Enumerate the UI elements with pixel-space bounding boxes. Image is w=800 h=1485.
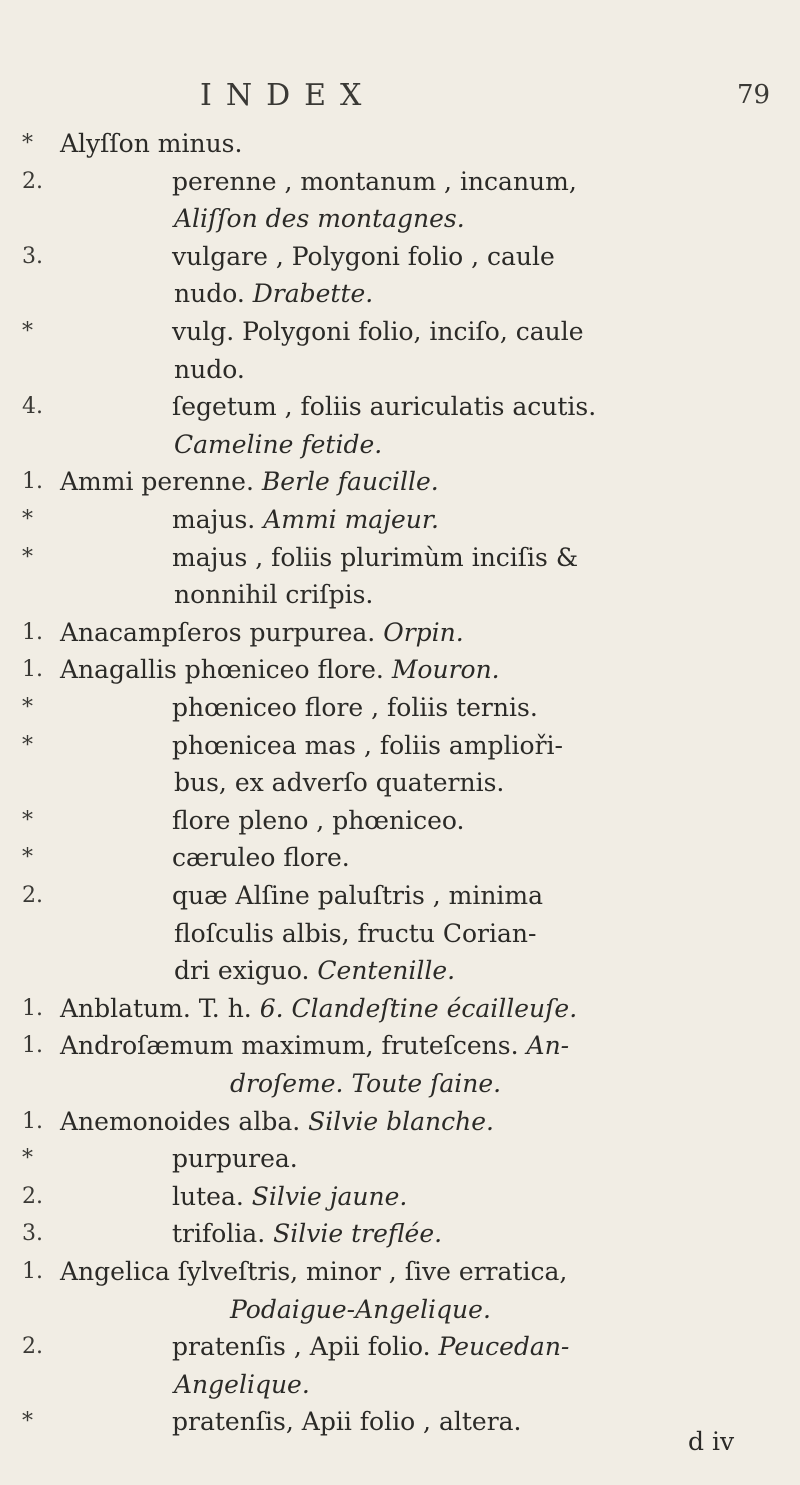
index-line (0, 387, 800, 427)
latin-name: Anblatum. T. h. (60, 993, 260, 1023)
index-line (0, 688, 800, 728)
latin-name: Alyſſon minus. (60, 129, 243, 158)
index-line (0, 1402, 800, 1442)
entry-text (174, 425, 382, 465)
entry-marker: 1. (22, 1108, 43, 1134)
entry-text (174, 350, 245, 390)
latin-name: nudo. (174, 354, 245, 384)
entry-marker: 1. (22, 1033, 43, 1059)
entry-marker: * (22, 807, 33, 833)
index-line (0, 914, 800, 954)
entry-marker: 1. (22, 995, 43, 1021)
entry-marker: * (22, 507, 33, 532)
french-name: Orpin. (383, 617, 464, 647)
entry-text (174, 199, 465, 239)
entry-text (230, 1064, 501, 1104)
index-line (0, 763, 800, 803)
entry-text (60, 613, 464, 653)
entry-text (60, 1102, 494, 1142)
index-line (0, 312, 800, 352)
entry-marker: * (22, 732, 33, 758)
latin-name: trifolia. (172, 1219, 274, 1249)
latin-name: cæruleo flore. (172, 843, 350, 873)
entry-text (172, 838, 350, 878)
entry-text (172, 237, 555, 277)
french-name: Mouron. (391, 655, 500, 685)
running-header (0, 78, 800, 118)
index-line (0, 575, 800, 615)
entry-text (172, 1139, 298, 1179)
index-line (0, 1177, 800, 1217)
latin-name: Ammi perenne. (60, 467, 262, 497)
entry-marker: 3. (22, 243, 43, 269)
index-line (0, 613, 800, 653)
entry-text (174, 914, 536, 954)
latin-name: Anemonoides alba. (60, 1106, 309, 1136)
entry-marker: 4. (22, 394, 43, 420)
entry-marker: * (22, 544, 33, 570)
french-name: Silvie treflée. (273, 1219, 443, 1249)
entry-text (172, 312, 584, 352)
entry-text (172, 726, 563, 766)
signature-mark: d iv (688, 1427, 735, 1456)
index-line (0, 1214, 800, 1254)
entry-marker: 1. (22, 657, 43, 683)
entry-text (60, 650, 500, 690)
index-line (0, 650, 800, 690)
entry-marker: 3. (22, 1221, 43, 1247)
index-line (0, 838, 800, 878)
index-line (0, 500, 800, 540)
index-line (0, 951, 800, 991)
latin-name: lutea. (172, 1181, 252, 1211)
index-line (0, 425, 800, 465)
entry-text (60, 124, 242, 164)
entry-text (174, 274, 373, 314)
entry-marker: * (22, 695, 33, 720)
latin-name: nudo. (174, 279, 253, 309)
index-line (0, 1064, 800, 1104)
entry-text (60, 1252, 567, 1292)
latin-name: Angelica ſylveſtris, minor , ſive erratica, (60, 1257, 568, 1286)
entry-marker: 1. (22, 619, 43, 645)
entry-text (172, 1177, 407, 1217)
entry-text (230, 1290, 491, 1330)
latin-name: nonnihil criſpis. (174, 580, 374, 610)
latin-name: ſegetum , foliis auriculatis acutis. (172, 392, 597, 422)
french-name: Silvie jaune. (251, 1181, 408, 1211)
index-line (0, 1365, 800, 1405)
french-name: Berle faucille. (261, 467, 439, 497)
index-line (0, 124, 800, 164)
latin-name: pratenſis, Apii folio , altera. (172, 1407, 522, 1437)
index-line (0, 1252, 800, 1292)
index-line (0, 801, 800, 841)
entry-text (172, 162, 577, 202)
index-line (0, 538, 800, 578)
entry-text (172, 876, 543, 916)
latin-name: vulgare , Polygoni folio , caule (172, 241, 555, 271)
index-line (0, 162, 800, 202)
french-name: droſeme. Toute ſaine. (230, 1069, 502, 1098)
entry-marker: 1. (22, 469, 43, 495)
french-name: Ammi majeur. (263, 505, 440, 534)
page-title: INDEX (200, 78, 376, 113)
latin-name: majus , foliis plurimùm inciſis & (172, 542, 579, 572)
latin-name: quæ Alſine paluſtris , minima (172, 881, 544, 910)
entry-text (172, 1214, 442, 1254)
entry-text (60, 989, 577, 1029)
latin-name: pratenſis , Apii folio. (172, 1332, 439, 1362)
latin-name: vulg. Polygoni folio, inciſo, caule (172, 317, 584, 346)
entry-marker: 2. (22, 1334, 43, 1360)
entry-marker: * (22, 131, 33, 156)
latin-name: Anacampſeros purpurea. (60, 617, 384, 647)
index-line (0, 876, 800, 916)
entry-marker: 2. (22, 883, 43, 908)
entry-marker: * (22, 845, 33, 871)
french-name: Aliſſon des montagnes. (174, 204, 465, 234)
latin-name: floſculis albis, fructu Corian- (174, 918, 537, 948)
latin-name: flore pleno , phœniceo. (172, 805, 465, 835)
entry-text (172, 538, 578, 578)
index-line (0, 1139, 800, 1179)
page-number: 79 (737, 80, 771, 110)
french-name: 6. Clandeſtine écailleuſe. (259, 993, 578, 1023)
latin-name: phœnicea mas , foliis amplioři- (172, 730, 563, 760)
entry-text (172, 387, 596, 427)
entry-text (172, 1327, 569, 1367)
french-name: An- (526, 1031, 570, 1061)
index-line (0, 350, 800, 390)
french-name: Centenille. (317, 956, 456, 986)
index-line (0, 274, 800, 314)
french-name: Silvie blanche. (308, 1106, 494, 1136)
index-line (0, 1290, 800, 1330)
latin-name: purpurea. (172, 1144, 298, 1174)
latin-name: perenne , montanum , incanum, (172, 166, 577, 196)
entry-text (172, 1402, 522, 1442)
index-line (0, 462, 800, 502)
french-name: Angelique. (174, 1369, 310, 1399)
index-line (0, 989, 800, 1029)
latin-name: Androſæmum maximum, fruteſcens. (60, 1031, 527, 1061)
entry-marker: 2. (22, 168, 43, 194)
latin-name: Anagallis phœniceo flore. (60, 655, 392, 685)
entry-marker: * (22, 1409, 33, 1435)
entry-text (60, 462, 439, 502)
index-line (0, 199, 800, 239)
latin-name: bus, ex adverſo quaternis. (174, 768, 505, 798)
index-line (0, 1102, 800, 1142)
index-line (0, 237, 800, 277)
entry-text (174, 763, 504, 803)
entry-text (174, 1365, 310, 1405)
entry-marker: * (22, 1146, 33, 1172)
entry-text (174, 951, 455, 991)
french-name: Podaigue-Angelique. (230, 1294, 491, 1324)
entry-text (174, 575, 373, 615)
entry-marker: * (22, 319, 33, 344)
index-line (0, 1327, 800, 1367)
entry-marker: 2. (22, 1183, 43, 1209)
entry-text (60, 1026, 569, 1066)
index-line (0, 1026, 800, 1066)
entry-marker: 1. (22, 1259, 43, 1284)
entry-text (172, 801, 464, 841)
french-name: Cameline fetide. (174, 429, 383, 459)
latin-name: majus. (172, 505, 264, 534)
french-name: Peucedan- (438, 1332, 570, 1362)
latin-name: phœniceo flore , foliis ternis. (172, 693, 538, 722)
entry-text (172, 500, 439, 540)
index-line (0, 726, 800, 766)
latin-name: dri exiguo. (174, 956, 318, 986)
french-name: Drabette. (252, 279, 374, 309)
entry-text (172, 688, 538, 728)
